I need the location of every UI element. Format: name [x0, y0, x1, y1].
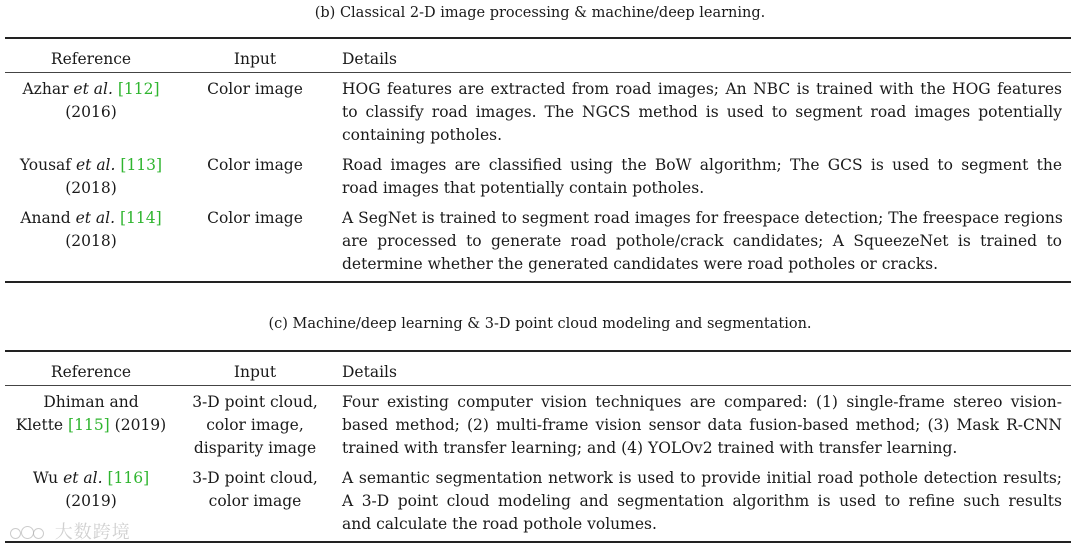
- year: (2016): [65, 103, 117, 121]
- citation-link[interactable]: [114]: [119, 209, 162, 227]
- table-b-header-reference: Reference: [50, 50, 132, 68]
- details-cell: A semantic segmentation network is used to provide initial road pothole detection results; A 3-D point cloud modeling and segmentation algorithm is used to refine such results and calculate the road pothole volumes.: [342, 469, 1062, 533]
- table-c-top-rule: [5, 350, 1071, 352]
- input-cell: 3-D point cloud, color image: [192, 469, 318, 510]
- table-b-caption: (b) Classical 2-D image processing & machine/deep learning.: [314, 5, 766, 21]
- et-al: et al.: [63, 469, 103, 487]
- watermark-logo-icon: [8, 525, 48, 541]
- details-cell: A SegNet is trained to segment road images for freespace detection; The freespace regions are processed to generate road pothole/crack candidates; A SqueezeNet is trained to determine whether the generated candidates were road potholes or cracks.: [342, 209, 1063, 273]
- et-al: et al.: [75, 156, 116, 174]
- table-c-header-reference: Reference: [50, 363, 132, 381]
- table-row: [8, 391, 174, 437]
- author: Wu: [32, 469, 59, 487]
- watermark: [8, 518, 131, 544]
- year: (2018): [65, 179, 117, 197]
- table-b-header-input: Input: [233, 50, 277, 68]
- input-cell: Color image: [207, 209, 303, 227]
- table-b-header-details: Details: [342, 50, 397, 68]
- author: Azhar: [22, 80, 69, 98]
- table-c-header-input: Input: [233, 363, 277, 381]
- author: Klette: [15, 416, 64, 434]
- table-row: [8, 154, 174, 200]
- year: (2019): [65, 492, 117, 510]
- year: (2019): [114, 416, 167, 434]
- table-row: [8, 78, 174, 124]
- year: (2018): [65, 232, 117, 250]
- citation-link[interactable]: [116]: [107, 469, 150, 487]
- table-b-header-rule: [5, 72, 1071, 73]
- table-row: [8, 207, 174, 253]
- details-cell: Road images are classified using the BoW algorithm; The GCS is used to segment the road images that potentially contain potholes.: [342, 156, 1062, 197]
- table-b-top-rule: [5, 37, 1071, 39]
- table-c-header-rule: [5, 385, 1071, 386]
- author: Yousaf: [19, 156, 72, 174]
- input-cell: Color image: [207, 80, 303, 98]
- author: Anand: [20, 209, 71, 227]
- table-c-header-details: Details: [342, 363, 397, 381]
- details-cell: Four existing computer vision techniques are compared: (1) single-frame stereo vision- based method; (2) multi-frame vision sensor data fusion-based method; (3) Mask R-CNN trained with transfer learning; and (4) YOLOv2 trained with transfer learning.: [342, 393, 1062, 457]
- et-al: et al.: [75, 209, 116, 227]
- table-row: [8, 467, 174, 513]
- citation-link[interactable]: [113]: [120, 156, 163, 174]
- input-cell: Color image: [207, 156, 303, 174]
- table-c-caption: (c) Machine/deep learning & 3-D point cloud modeling and segmentation.: [268, 316, 812, 332]
- author: Dhiman and: [43, 393, 139, 411]
- citation-link[interactable]: [112]: [117, 80, 160, 98]
- table-b-bottom-rule: [5, 281, 1071, 283]
- details-cell: HOG features are extracted from road images; An NBC is trained with the HOG features to classify road images. The NGCS method is used to segment road images potentially containing potholes.: [342, 80, 1062, 144]
- table-c-bottom-rule: [5, 541, 1071, 543]
- et-al: et al.: [73, 80, 113, 98]
- watermark-text: 大数跨境: [54, 522, 131, 543]
- input-cell: 3-D point cloud, color image, disparity image: [192, 393, 318, 457]
- citation-link[interactable]: [115]: [68, 416, 110, 434]
